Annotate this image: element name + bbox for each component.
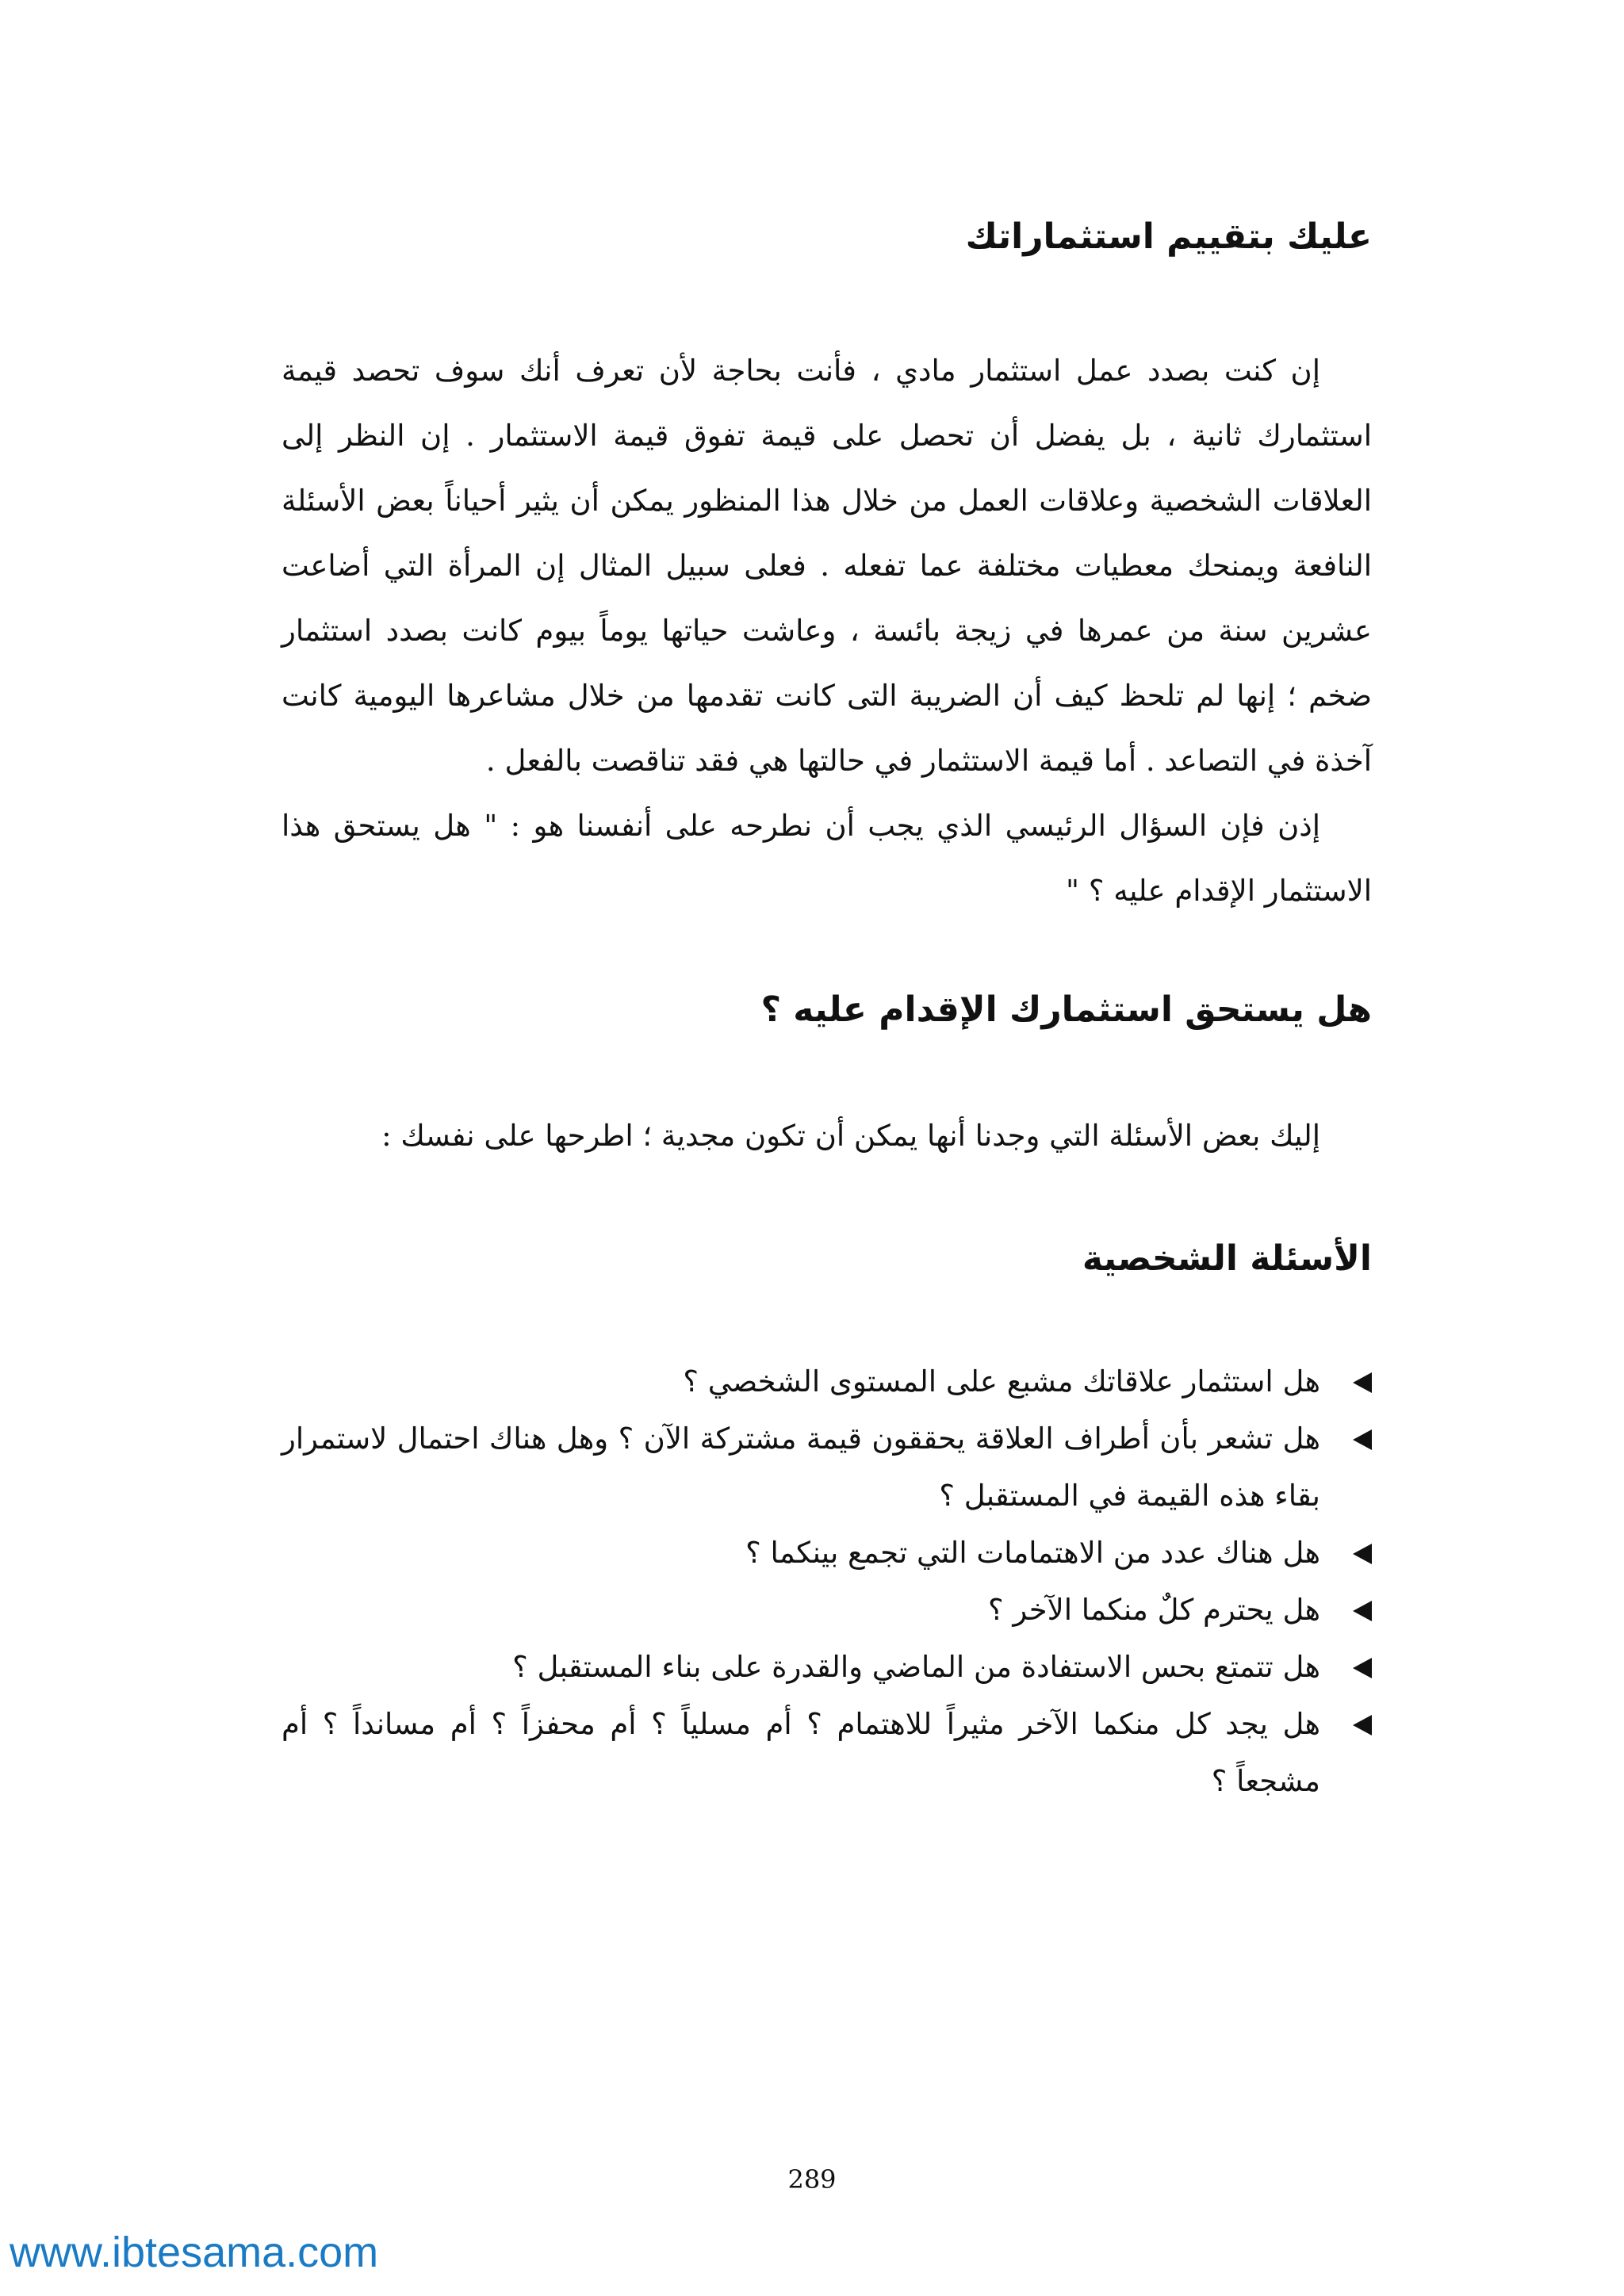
question-item (282, 1582, 1372, 1639)
page-number: 289 (787, 2164, 837, 2195)
question-item (282, 1353, 1372, 1410)
question-text: هل استثمار علاقاتك مشبع على المستوى الشخصي ؟ (683, 1364, 1320, 1399)
question-item (282, 1410, 1372, 1525)
question-item (282, 1525, 1372, 1582)
question-text: هل يجد كل منكما الآخر مثيراً للاهتمام ؟ أم مسلياً ؟ أم محفزاً ؟ أم مسانداً ؟ أم مشجعاً ؟ (282, 1706, 1320, 1798)
section-heading-worth-it: هل يستحق استثمارك الإقدام عليه ؟ (760, 989, 1372, 1031)
section-heading-personal-questions: الأسئلة الشخصية (1082, 1238, 1372, 1280)
question-text: هل يحترم كلٌ منكما الآخر ؟ (987, 1592, 1320, 1627)
question-text: هل تتمتع بحس الاستفادة من الماضي والقدرة على بناء المستقبل ؟ (512, 1649, 1320, 1684)
triangle-bullet-icon (1353, 1715, 1372, 1735)
question-text: هل تشعر بأن أطراف العلاقة يحققون قيمة مشتركة الآن ؟ وهل هناك احتمال لاستمرار بقاء هذه القيمة في المستقبل ؟ (282, 1421, 1320, 1513)
section-heading-evaluate-investments: عليك بتقييم استثماراتك (965, 216, 1372, 257)
question-list (282, 1353, 1372, 1810)
triangle-bullet-icon (1353, 1429, 1372, 1450)
triangle-bullet-icon (1353, 1601, 1372, 1621)
question-text: هل هناك عدد من الاهتمامات التي تجمع بينكما ؟ (745, 1535, 1320, 1570)
question-item (282, 1639, 1372, 1696)
triangle-bullet-icon (1353, 1658, 1372, 1678)
paragraph-investment-intro: إن كنت بصدد عمل استثمار مادي ، فأنت بحاجة لأن تعرف أنك سوف تحصد قيمة استثمارك ثانية ، بل يفضل أن تحصل على قيمة تفوق قيمة الاستثمار . إن النظر إلى العلاقات الشخصية وعلاقات العمل من خلال هذا المنظور يمكن أن يثير أحياناً بعض الأسئلة النافعة ويمنحك معطيات مختلفة عما تفعله . فعلى سبيل المثال إن المرأة التي أضاعت عشرين سنة من عمرها في زيجة بائسة ، وعاشت حياتها يوماً بيوم كانت بصدد استثمار ضخم ؛ إنها لم تلحظ كيف أن الضريبة التى كانت تقدمها من خلال مشاعرها اليومية كانت آخذة في التصاعد . أما قيمة الاستثمار في حالتها هي فقد تناقصت بالفعل . (282, 354, 1372, 779)
paragraph-key-question: إذن فإن السؤال الرئيسي الذي يجب أن نطرحه على أنفسنا هو : " هل يستحق هذا الاستثمار الإقدام عليه ؟ " (282, 809, 1372, 909)
watermark-url: www.ibtesama.com (10, 2229, 379, 2276)
page-content (282, 214, 1372, 1810)
paragraph-questions-intro: إليك بعض الأسئلة التي وجدنا أنها يمكن أن تكون مجدية ؛ اطرحها على نفسك : (381, 1119, 1320, 1154)
triangle-bullet-icon (1353, 1544, 1372, 1564)
question-item (282, 1696, 1372, 1810)
triangle-bullet-icon (1353, 1372, 1372, 1393)
